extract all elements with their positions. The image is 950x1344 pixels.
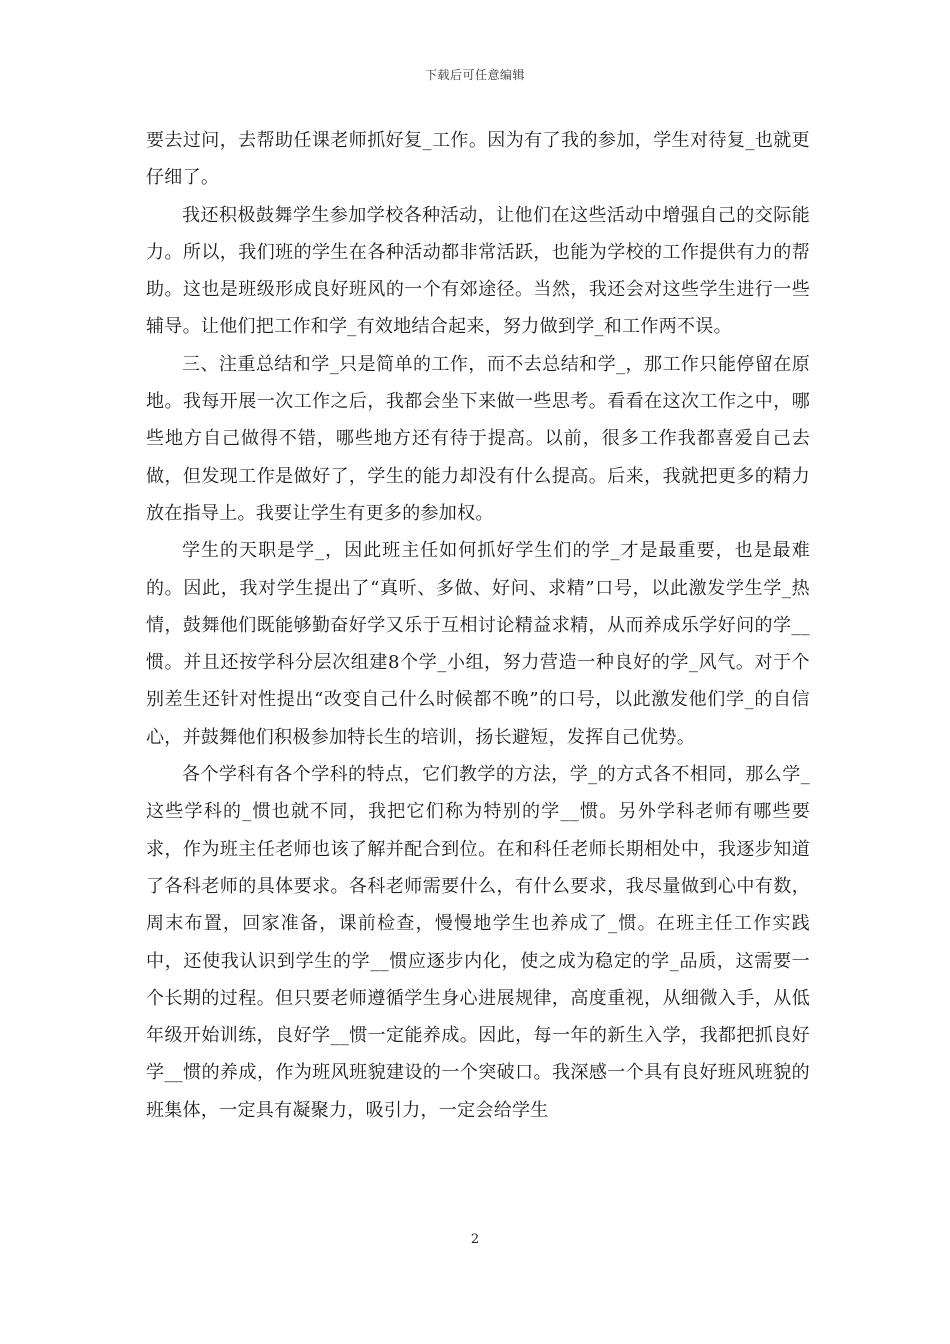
paragraph: 学生的天职是学_，因此班主任如何抓好学生们的学_才是最重要，也是最难的。因此，我对学生提出了“真听、多做、好问、求精”口号，以此激发学生学_热情，鼓舞他们既能够勤奋好学又乐于互相讨论精益求精，从而养成乐学好问的学__惯。并且还按学科分层次组建8个学_小组，努力营造一种良好的学_风气。对于个别差生还针对性提出“改变自己什么时候都不晚”的口号，以此激发他们学_的自信心，并鼓舞他们积极参加特长生的培训，扬长避短，发挥自己优势。 bbox=[146, 540, 810, 748]
page-header-note: 下载后可任意编辑 bbox=[424, 68, 525, 82]
paragraph: 各个学科有各个学科的特点，它们教学的方法，学_的方式各不相同，那么学_这些学科的_惯也就不同，我把它们称为特别的学__惯。另外学科老师有哪些要求，作为班主任老师也该了解并配合到位。在和科任老师长期相处中，我逐步知道了各科老师的具体要求。各科老师需要什么，有什么要求，我尽量做到心中有数，周末布置，回家准备，课前检查，慢慢地学生也养成了_惯。在班主任工作实践中，还使我认识到学生的学__惯应逐步内化，使之成为稳定的学_品质，这需要一个长期的过程。但只要老师遵循学生身心进展规律，高度重视，从细微入手，从低年级开始训练，良好学__惯一定能养成。因此，每一年的新生入学，我都把抓良好学__惯的养成，作为班风班貌建设的一个突破口。我深感一个具有良好班风班貌的班集体，一定具有凝聚力，吸引力，一定会给学生 bbox=[146, 764, 810, 1121]
page-number: 2 bbox=[470, 1232, 480, 1247]
paragraph: 三、注重总结和学_只是简单的工作，而不去总结和学_，那工作只能停留在原地。我每开展一次工作之后，我都会坐下来做一些思考。看看在这次工作之中，哪些地方自己做得不错，哪些地方还有待于提高。以前，很多工作我都喜爱自己去做，但发现工作是做好了，学生的能力却没有什么提高。后来，我就把更多的精力放在指导上。我要让学生有更多的参加权。 bbox=[146, 353, 810, 524]
document-body bbox=[146, 122, 810, 1129]
paragraph: 要去过问，去帮助任课老师抓好复_工作。因为有了我的参加，学生对待复_也就更仔细了。 bbox=[146, 130, 810, 189]
paragraph: 我还积极鼓舞学生参加学校各种活动，让他们在这些活动中增强自己的交际能力。所以，我们班的学生在各种活动都非常活跃，也能为学校的工作提供有力的帮助。这也是班级形成良好班风的一个有郊途径。当然，我还会对这些学生进行一些辅导。让他们把工作和学_有效地结合起来，努力做到学_和工作两不误。 bbox=[146, 204, 810, 338]
